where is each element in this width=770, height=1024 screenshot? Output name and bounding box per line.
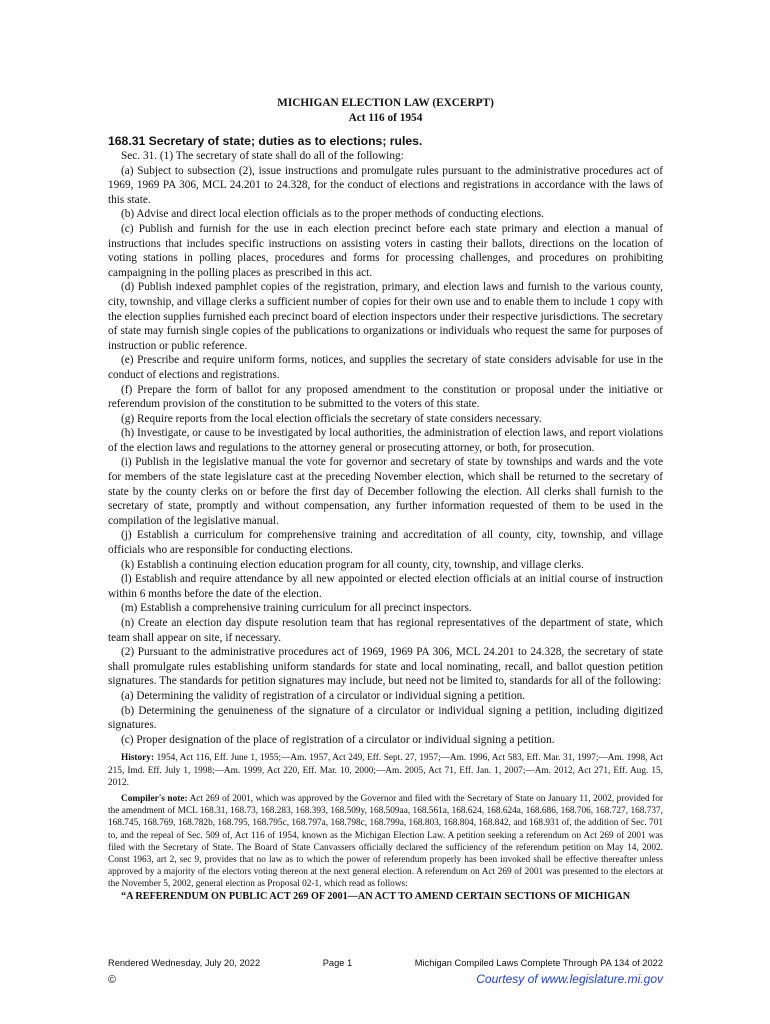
paragraph: (a) Determining the validity of registration of a circulator or individual signing a petition.: [121, 689, 526, 702]
paragraph: (g) Require reports from the local election officials the secretary of state considers necessary.: [121, 412, 542, 425]
paragraph: (h) Investigate, or cause to be investigated by local authorities, the administration of election laws, and report violations of the election laws and regulations to the attorney general or prosecuting attorney, or both, for prosecution.: [108, 427, 663, 454]
compilers-note-label: Compiler's note:: [121, 793, 188, 804]
paragraph: (c) Proper designation of the place of registration of a circulator or individual signing a petition.: [121, 733, 555, 746]
history-note: [108, 752, 663, 789]
paragraph: (m) Establish a comprehensive training curriculum for all precinct inspectors.: [121, 602, 472, 615]
document-title: MICHIGAN ELECTION LAW (EXCERPT): [277, 97, 494, 109]
paragraph: (c) Publish and furnish for the use in each election precinct before each state primary and election a manual of instructions that includes specific instructions on assisting voters in casting their ballots, directions on the location of voting stations in polling places, procedures and forms for processing challenges, and procedures on prohibiting campaigning in the polling places as prescribed in this act.: [108, 222, 663, 279]
referendum-line: “A REFERENDUM ON PUBLIC ACT 269 OF 2001—AN ACT TO AMEND CERTAIN SECTIONS OF MICHIGAN: [121, 890, 631, 902]
compiled-through: Michigan Compiled Laws Complete Through PA 134 of 2022: [414, 958, 663, 968]
paragraph: (b) Advise and direct local election officials as to the proper methods of conducting elections.: [121, 208, 544, 221]
paragraph: (2) Pursuant to the administrative procedures act of 1969, 1969 PA 306, MCL 24.201 to 24.328, the secretary of state shall promulgate rules establishing uniform standards for state and local nominating, recall, and ballot question petition signatures. The standards for petition signatures may include, but need not be limited to, standards for all of the following:: [108, 646, 663, 688]
paragraph: (n) Create an election day dispute resolution team that has regional representatives of the department of state, which team shall appear on site, if necessary.: [108, 617, 663, 644]
paragraph: (b) Determining the genuineness of the signature of a circulator or individual signing a petition, including digitized signatures.: [108, 704, 663, 732]
copyright-symbol: ©: [108, 974, 117, 986]
document-subtitle: Act 116 of 1954: [348, 112, 423, 124]
courtesy-link[interactable]: Courtesy of www.legislature.mi.gov: [476, 972, 663, 986]
paragraph: (k) Establish a continuing election education program for all county, city, township, and village clerks.: [121, 558, 584, 571]
paragraph: (a) Subject to subsection (2), issue instructions and promulgate rules pursuant to the administrative procedures act of 1969, 1969 PA 306, MCL 24.201 to 24.328, for the conduct of elections and registrations in accordance with the laws of this state.: [108, 164, 663, 206]
paragraph: (j) Establish a curriculum for comprehensive training and accreditation of all county, city, township, and village officials who are responsible for conducting elections.: [108, 529, 663, 557]
compilers-note-text: Act 269 of 2001, which was approved by the Governor and filed with the Secretary of State on January 11, 2002, provided for the amendment of MCL 168.31, 168.73, 168.283, 168.393, 168.509y, 168.509aa, 168.561a, 168.624, 168.624a, 168.686, 168.706, 168.727, 168.737, 168.745, 168.769, 168.782b, 168.795, 168.795c, 168.797a, 168.798c, 168.799a, 168.803, 168.804, 168.842, and 168.931 of, the addition of Sec. 701 to, and the repeal of Sec. 509 of, Act 116 of 1954, known as the Michigan Election Law. A petition seeking a referendum on Act 269 of 2001 was filed with the Secretary of State. The Board of State Canvassers officially declared the sufficiency of the referendum petition on May 14, 2002. Const 1963, art 2, sec 9, provides that no law as to which the power of referendum properly has been invoked shall be effective thereafter unless approved by a majority of the electors voting thereon at the next general election. A referendum on Act 269 of 2001 was presented to the electors at the November 5, 2002, general election as Proposal 02-1, which read as follows:: [108, 793, 663, 890]
rendered-date: Rendered Wednesday, July 20, 2022: [108, 958, 261, 968]
page-footer: [108, 958, 663, 968]
history-label: History:: [121, 753, 155, 764]
history-text: 1954, Act 116, Eff. June 1, 1955;—Am. 1957, Act 249, Eff. Sept. 27, 1957;—Am. 1996, Act 583, Eff. Mar. 31, 1997;—Am. 1998, Act 215, Imd. Eff. July 1, 1998;—Am. 1999, Act 220, Eff. Mar. 10, 2000;—Am. 2005, Act 71, Eff. Jan. 1, 2007;—Am. 2012, Act 271, Eff. Aug. 15, 2012.: [108, 753, 663, 788]
paragraph: (e) Prescribe and require uniform forms, notices, and supplies the secretary of state considers advisable for use in the conduct of elections and registrations.: [108, 354, 663, 381]
paragraph: (d) Publish indexed pamphlet copies of the registration, primary, and election laws and furnish to the various county, city, township, and village clerks a sufficient number of copies for their own use and to enable them to include 1 copy with the election supplies furnished each precinct board of election inspectors under their respective jurisdictions. The secretary of state may furnish single copies of the publications to organizations or individuals who request the same for purposes of instruction or public reference.: [108, 281, 663, 352]
paragraph: (f) Prepare the form of ballot for any proposed amendment to the constitution or proposal under the initiative or referendum provision of the constitution to be submitted to the voters of this state.: [108, 383, 663, 411]
page-footer-secondary: [108, 972, 663, 986]
compilers-note: [108, 793, 663, 891]
section-heading: 168.31 Secretary of state; duties as to elections; rules.: [108, 134, 423, 148]
document-body: [108, 96, 663, 903]
paragraph: (i) Publish in the legislative manual the vote for governor and secretary of state by townships and wards and the vote for members of the state legislature cast at the preceding November election, which shall be returned to the secretary of state by the county clerks on or before the first day of December following the election. All clerks shall furnish to the secretary of state, promptly and without compensation, any further information requested of them to be used in the compilation of the legislative manual.: [108, 456, 663, 527]
page-number: Page 1: [322, 958, 353, 968]
paragraph: (l) Establish and require attendance by all new appointed or elected election officials at an initial course of instruction within 6 months before the date of the election.: [108, 573, 663, 600]
paragraph: Sec. 31. (1) The secretary of state shall do all of the following:: [121, 150, 404, 162]
